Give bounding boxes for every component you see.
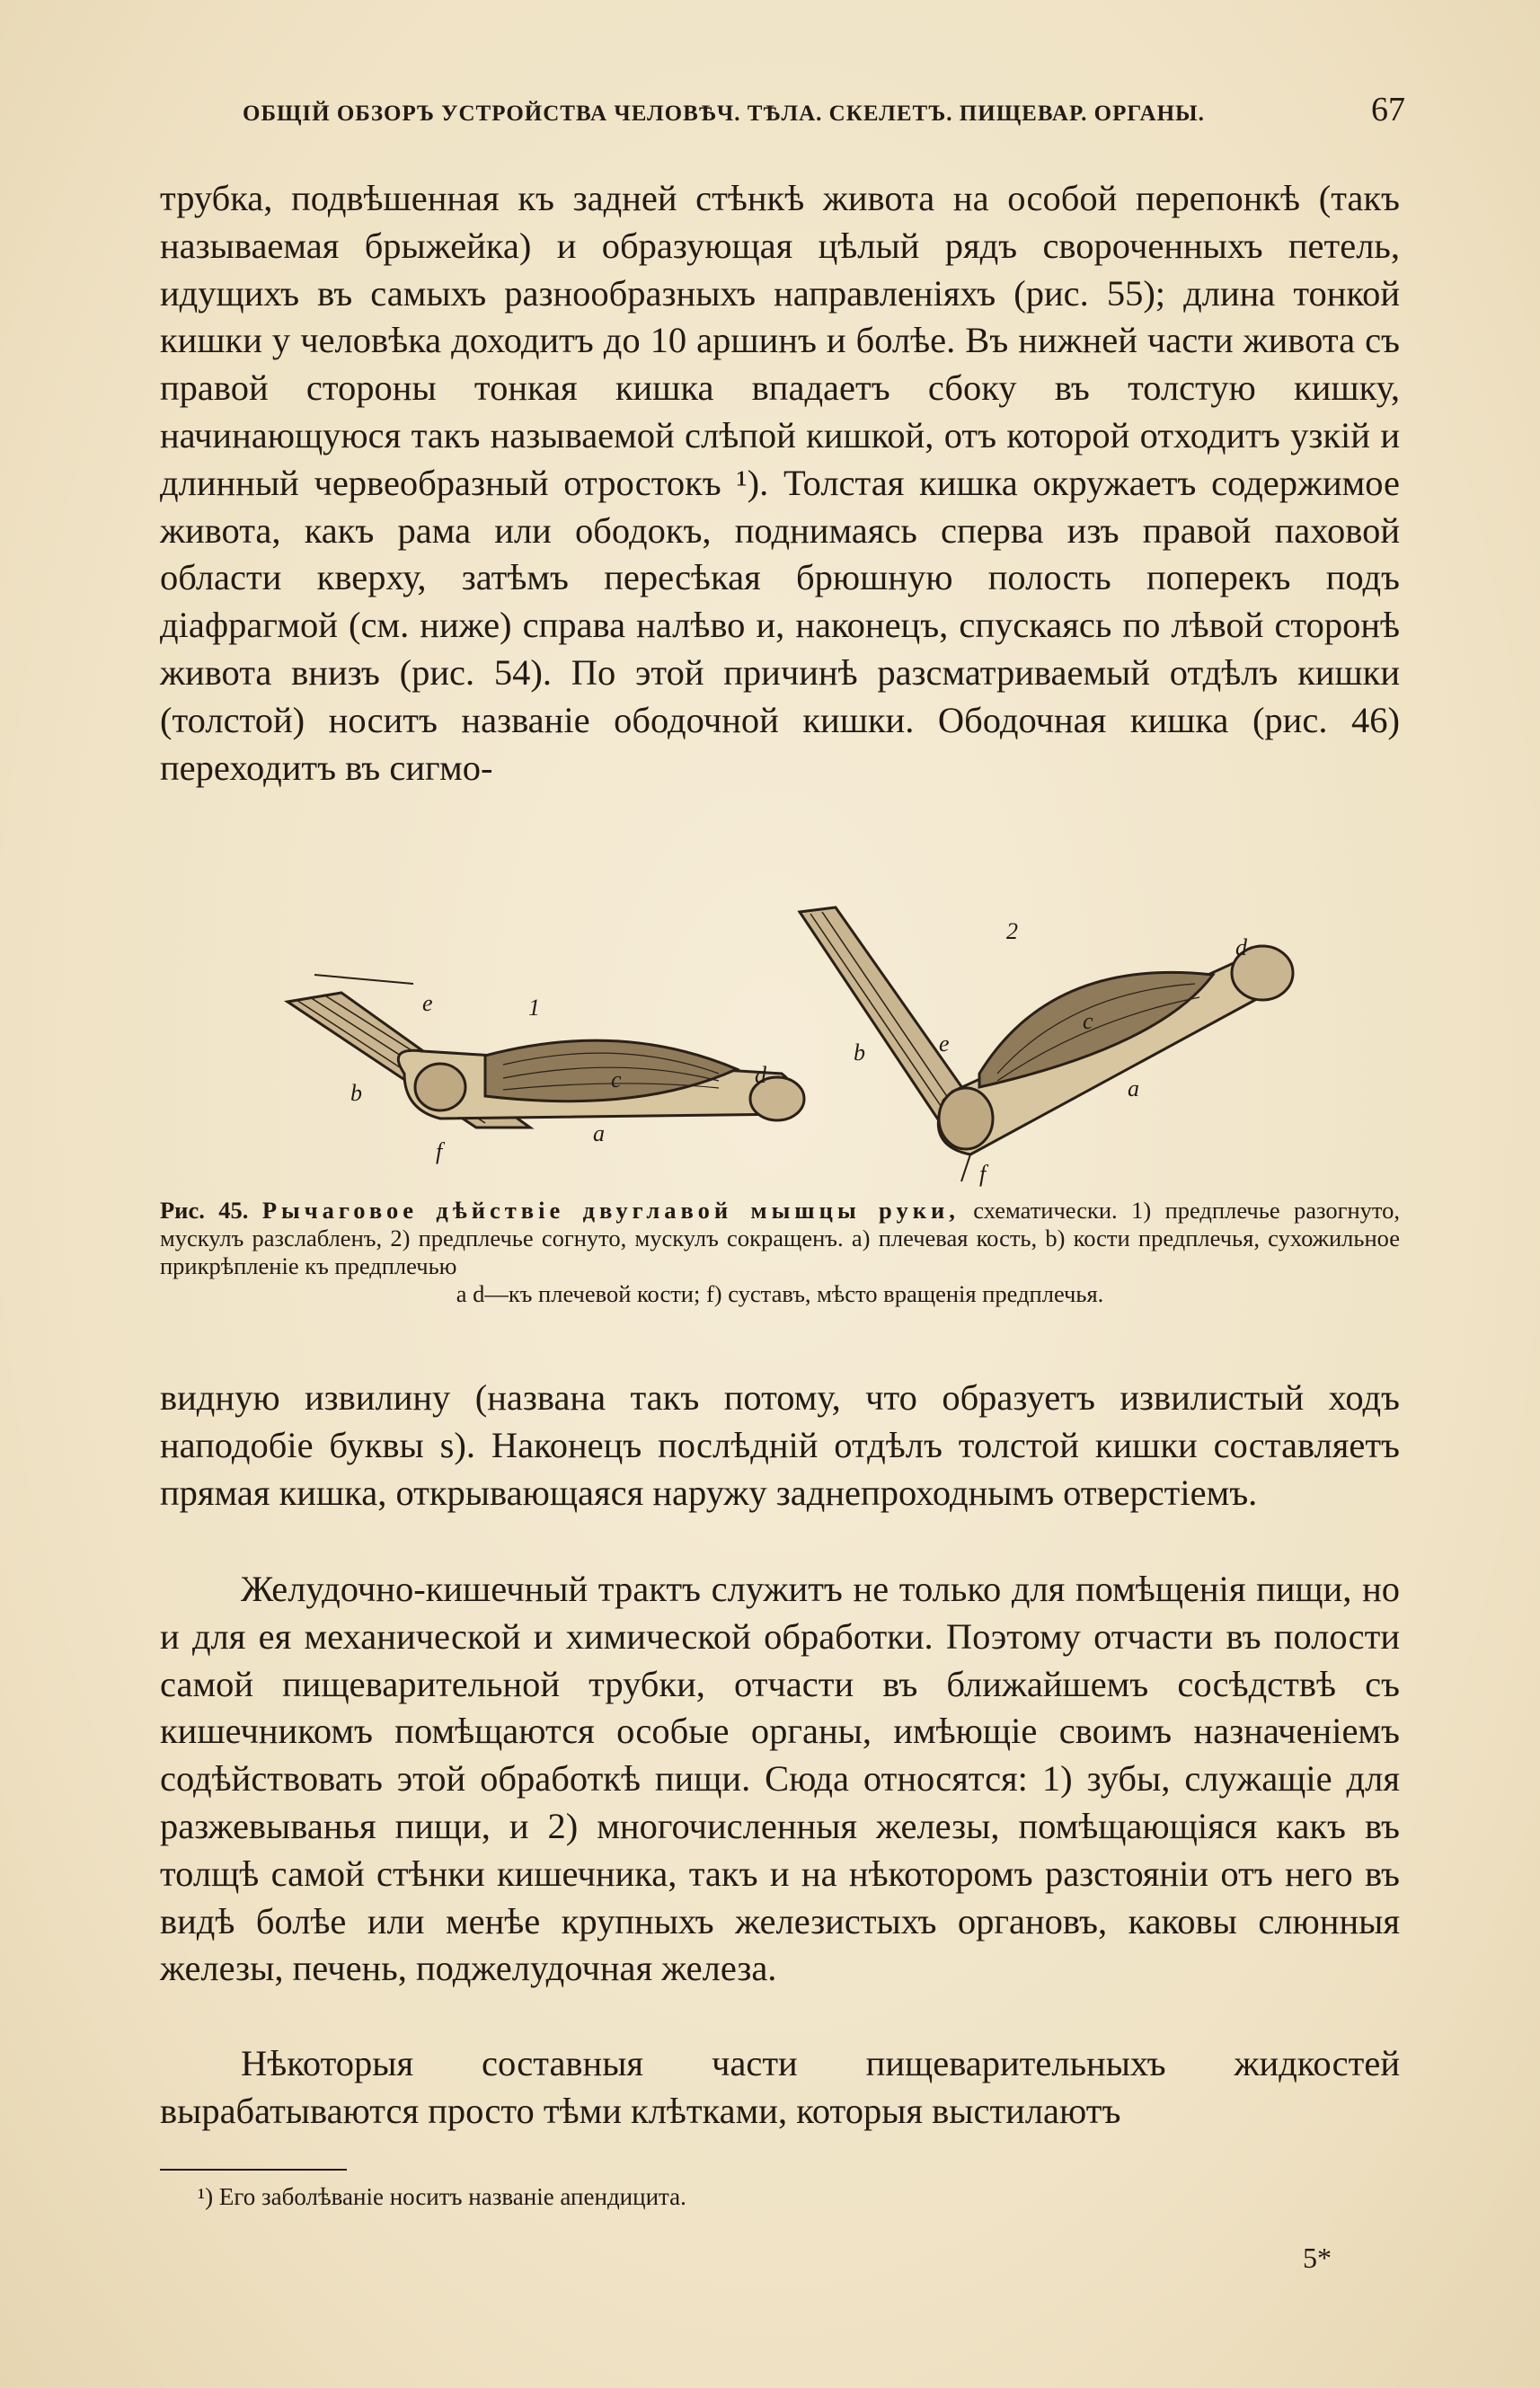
- label-e1: e: [422, 990, 433, 1016]
- lever-arm-illustration: [261, 894, 1303, 1195]
- page-number: 67: [1371, 91, 1405, 128]
- label-d2: d: [1235, 934, 1247, 960]
- body-paragraph-top: трубка, подвѣшенная къ задней стѣнкѣ живота на особой перепонкѣ (такъ называемая брыжейка) и образующая цѣлый рядъ свороченныхъ петель, идущихъ въ самыхъ разнообразныхъ направленіяхъ (рис. 55); длина тонкой кишки у человѣка доходитъ до 10 аршинъ и болѣе. Въ нижней части живота съ правой стороны тонкая кишка впадаетъ сбоку въ толстую кишку, начинающуюся такъ называемой слѣпой кишкой, отъ которой отходитъ узкій и длинный червеобразный отростокъ ¹). Толстая кишка окружаетъ содержимое живота, какъ рама или ободокъ, поднимаясь сперва изъ правой паховой области кверху, затѣмъ пересѣкая брюшную полость поперекъ подъ діафрагмой (см. ниже) справа налѣво и, наконецъ, спускаясь по лѣвой сторонѣ живота внизъ (рис. 54). По этой причинѣ разсматриваемый отдѣлъ кишки (толстой) носитъ названіе ободочной кишки. Ободочная кишка (рис. 46) переходитъ въ сигмо-: [160, 178, 1400, 788]
- body-paragraph-2: Желудочно-кишечный трактъ служитъ не только для помѣщенія пищи, но и для ея механической и химической обработки. Поэтому отчасти въ полости самой пищеварительной трубки, отчасти въ ближайшемъ сосѣдствѣ съ кишечникомъ помѣщаются особые органы, имѣющіе своимъ назначеніемъ содѣйствовать этой обработкѣ пищи. Сюда относятся: 1) зубы, служащіе для разжевыванья пищи, и 2) многочисленныя железы, помѣщающіяся какъ въ толщѣ самой стѣнки кишечника, такъ и на нѣкоторомъ разстояніи отъ него въ видѣ болѣе или менѣе крупныхъ железистыхъ органовъ, каковы слюнныя железы, печень, поджелудочная железа.: [160, 1569, 1400, 1989]
- running-title: ОБЩІЙ ОБЗОРЪ УСТРОЙСТВА ЧЕЛОВѢЧ. ТѢЛА. СКЕЛЕТЪ. ПИЩЕВАР. ОРГАНЫ.: [243, 102, 1205, 126]
- label-fig2-num: 2: [1006, 918, 1018, 944]
- figure-caption: [160, 1197, 1400, 1308]
- label-a2: a: [1128, 1075, 1139, 1101]
- label-fig1-num: 1: [528, 995, 540, 1021]
- figure-2-flexed-arm: [800, 907, 1293, 1181]
- label-b1: b: [350, 1080, 362, 1106]
- figure-1-extended-arm: [288, 975, 804, 1128]
- label-e2: e: [939, 1030, 950, 1057]
- label-f2: f: [979, 1161, 987, 1187]
- body-paragraph-3: Нѣкоторыя составныя части пищеварительныхъ жидкостей вырабатываются просто тѣми клѣтками, которыя выстилаютъ: [160, 2043, 1400, 2131]
- footnote-rule: [160, 2169, 347, 2171]
- caption-text: схематически. 1) предплечье разогнуто, мускулъ разслабленъ, 2) предплечье согнуто, мускулъ сокращенъ. a) плечевая кость, b) кости предплечья, сухожильное прикрѣпленіе къ предплечью: [160, 1197, 1400, 1279]
- label-c1: c: [611, 1066, 622, 1092]
- figure-45: [261, 894, 1303, 1195]
- label-f1: f: [436, 1138, 443, 1164]
- printer-signature: 5*: [1303, 2242, 1332, 2274]
- caption-title: Рычаговое дѣйствіе двуглавой мышцы руки,: [261, 1197, 960, 1224]
- footnote: ¹) Его заболѣваніе носитъ названіе апендицита.: [198, 2183, 686, 2210]
- label-a1: a: [593, 1120, 605, 1146]
- label-c2: c: [1083, 1008, 1093, 1034]
- caption-figure-number: Рис. 45.: [160, 1197, 249, 1224]
- label-b2: b: [854, 1039, 865, 1066]
- label-d1: d: [755, 1062, 766, 1088]
- caption-last-line: a d—къ плечевой кости; f) суставъ, мѣсто вращенія предплечья.: [456, 1280, 1104, 1307]
- body-paragraph-middle: видную извилину (названа такъ потому, что образуетъ извилистый ходъ наподобіе буквы s). Наконецъ послѣдній отдѣлъ толстой кишки составляетъ прямая кишка, открывающаяся наружу заднепроходнымъ отверстіемъ.: [160, 1377, 1400, 1513]
- running-header: [243, 90, 1405, 135]
